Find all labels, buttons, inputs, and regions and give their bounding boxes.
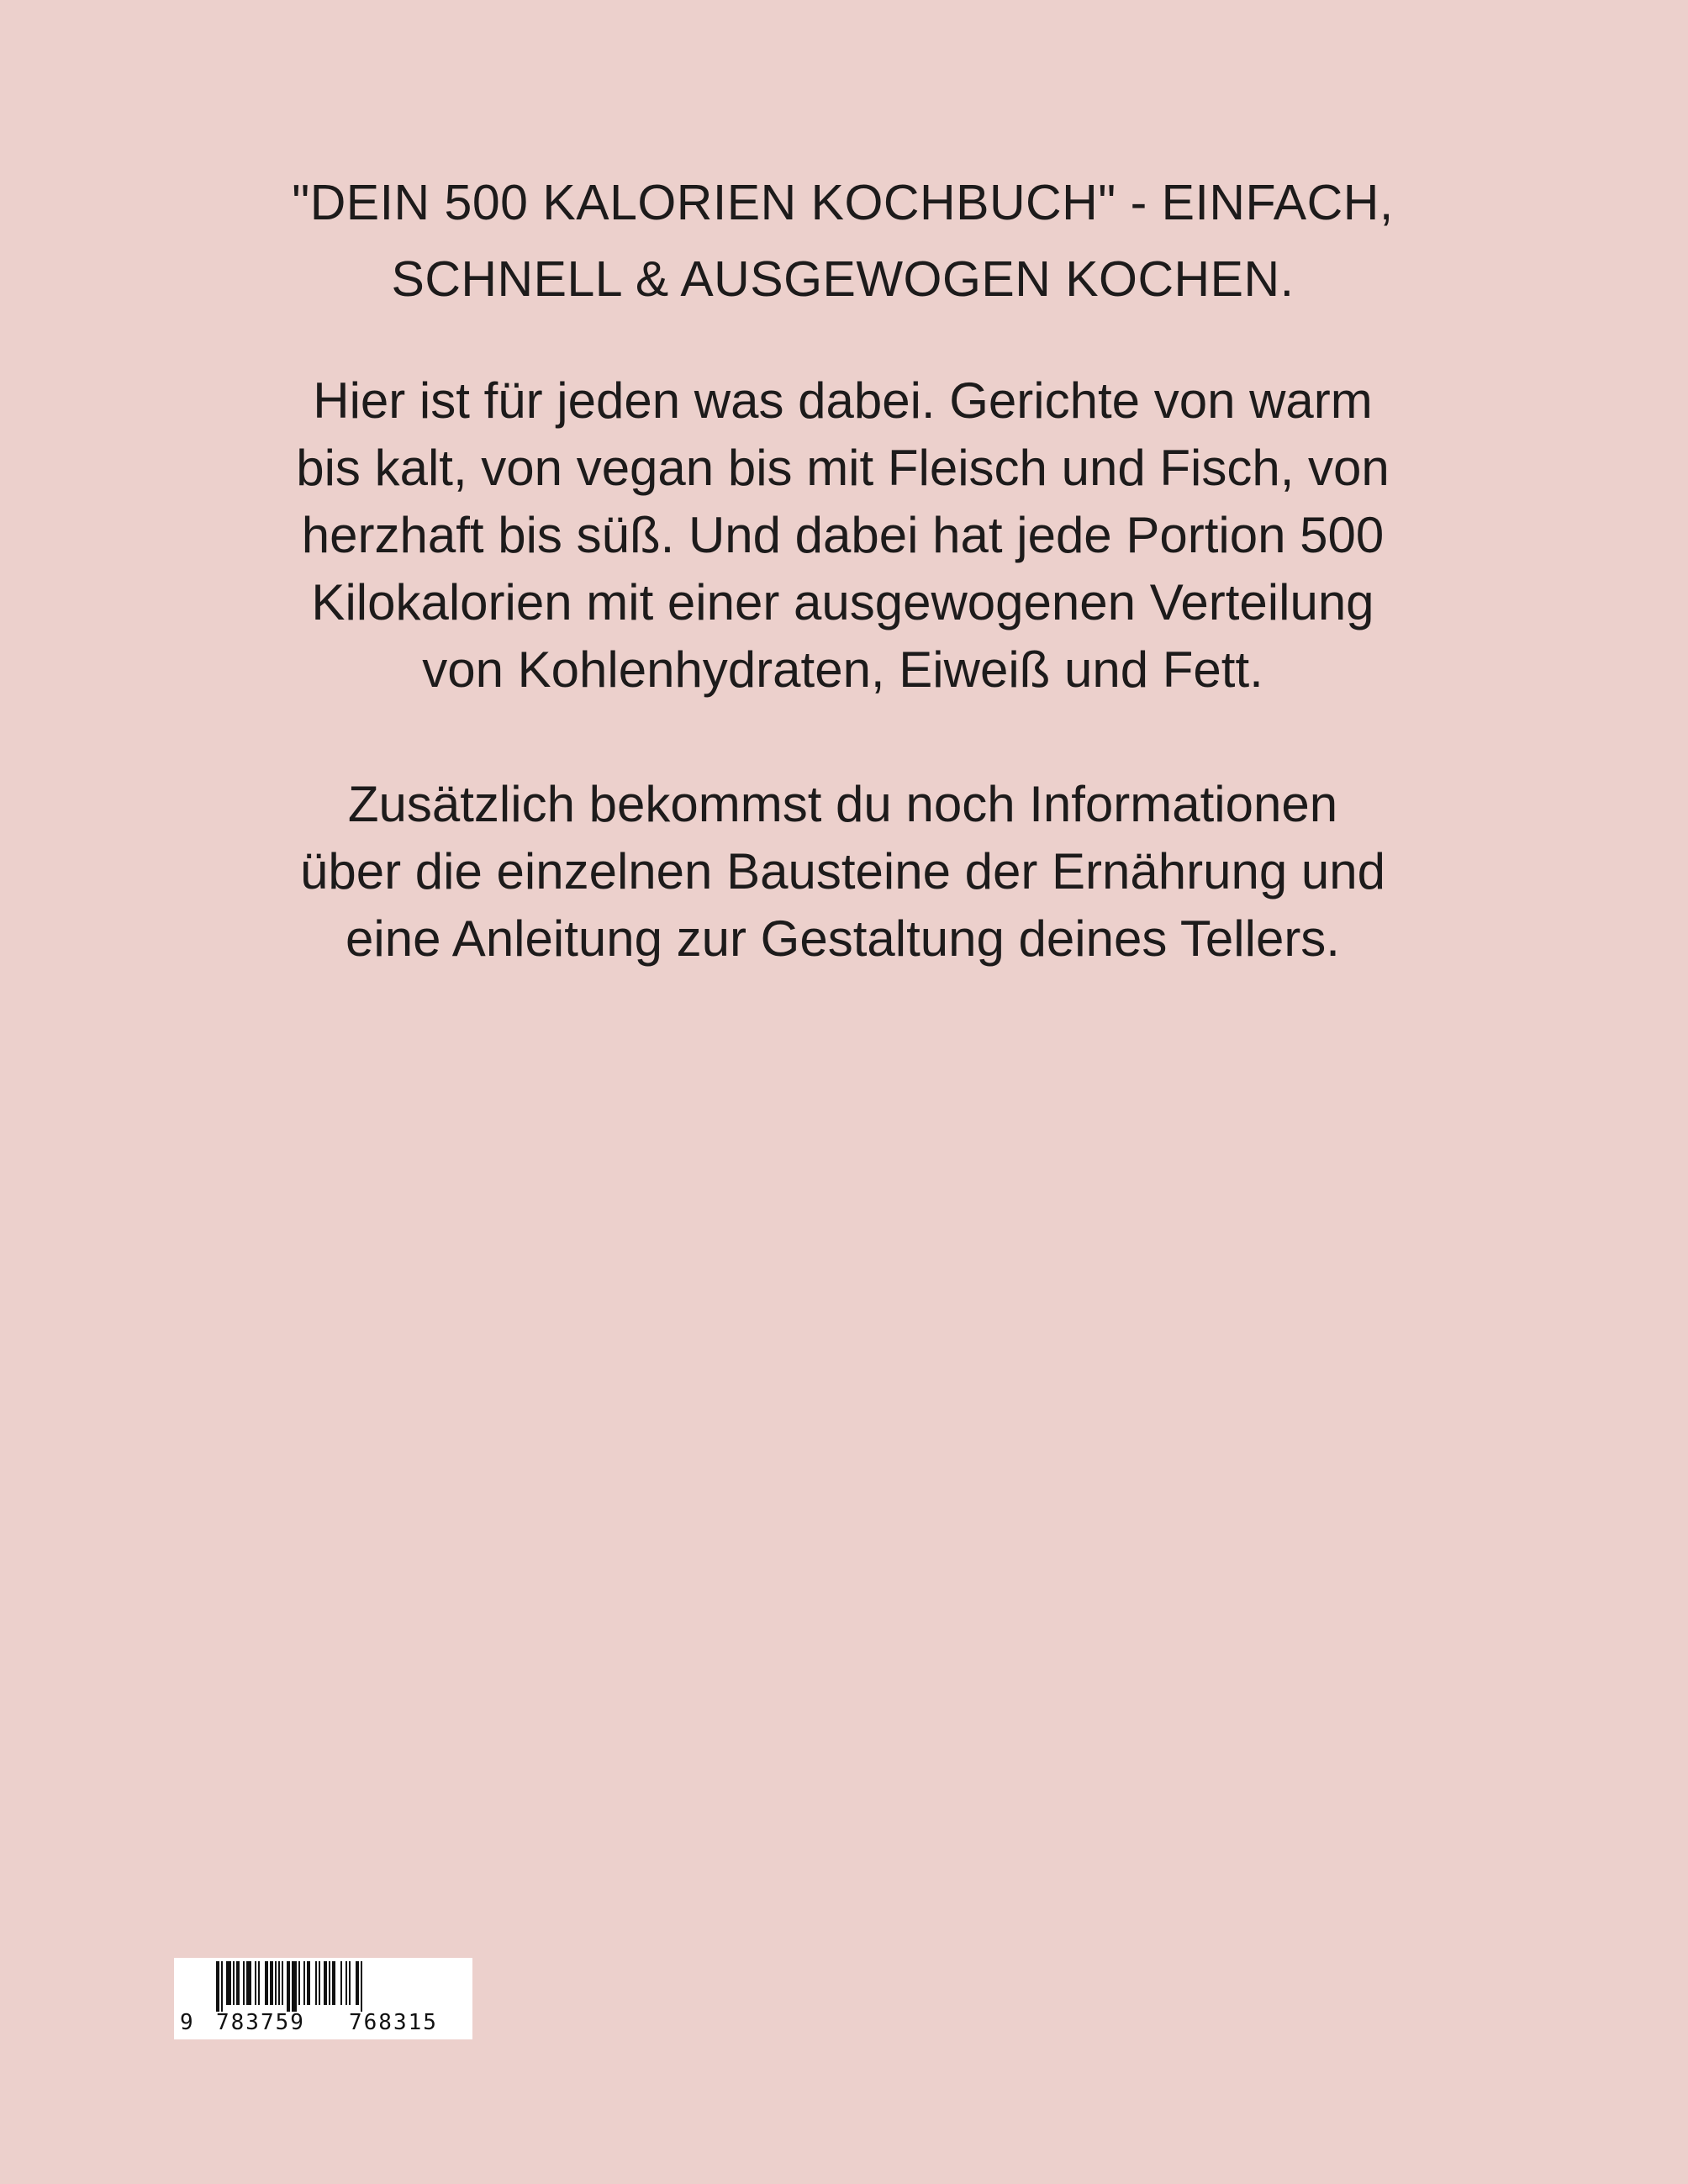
barcode-bar [340, 1961, 342, 2005]
paragraph-line: über die einzelnen Bausteine der Ernährung und [300, 843, 1385, 899]
barcode-bar [324, 1961, 327, 2005]
paragraph-line: Kilokalorien mit einer ausgewogenen Verteilung [311, 574, 1374, 630]
barcode-bar [356, 1961, 359, 2005]
barcode-bar [236, 1961, 240, 2005]
barcode-bar [361, 1961, 362, 2012]
barcode-bar [258, 1961, 260, 2005]
isbn-barcode [174, 1958, 472, 2039]
barcode-bar [270, 1961, 273, 2005]
headline-line: "DEIN 500 KALORIEN KOCHBUCH" - EINFACH, [292, 175, 1394, 230]
barcode-bar [349, 1961, 351, 2005]
description-paragraph [235, 367, 1450, 704]
barcode-bar [282, 1961, 283, 2005]
paragraph-line: eine Anleitung zur Gestaltung deines Tellers. [346, 910, 1340, 967]
headline-line: SCHNELL & AUSGEWOGEN KOCHEN. [391, 251, 1295, 307]
barcode-bar [319, 1961, 320, 2005]
paragraph-line: Hier ist für jeden was dabei. Gerichte von warm [313, 372, 1373, 429]
cover-headline [235, 165, 1450, 318]
barcode-bar [329, 1961, 330, 2005]
barcode-bar [233, 1961, 235, 2005]
barcode-bar [275, 1961, 277, 2005]
barcode-bar [243, 1961, 245, 2005]
barcode-bar [303, 1961, 305, 2005]
barcode-bar [332, 1961, 335, 2005]
barcode-bar [221, 1961, 223, 2012]
additional-info-paragraph [235, 771, 1450, 973]
paragraph-line: von Kohlenhydraten, Eiweiß und Fett. [422, 641, 1263, 698]
barcode-lead-digit: 9 [180, 2010, 195, 2035]
barcode-bar [255, 1961, 256, 2005]
barcode-bar [226, 1961, 231, 2005]
barcode-bar [265, 1961, 268, 2005]
barcode-bar [216, 1961, 219, 2012]
barcode-bar [278, 1961, 280, 2005]
barcode-bar [346, 1961, 347, 2005]
paragraph-line: herzhaft bis süß. Und dabei hat jede Portion 500 [301, 507, 1385, 563]
barcode-bar [307, 1961, 310, 2005]
paragraph-line: Zusätzlich bekommst du noch Informationen [347, 776, 1338, 832]
barcode-right-digits: 768315 [349, 2010, 438, 2035]
barcode-bar [298, 1961, 300, 2005]
paragraph-line: bis kalt, von vegan bis mit Fleisch und Fisch, von [296, 440, 1390, 496]
barcode-left-digits: 783759 [216, 2010, 305, 2035]
barcode-bar [292, 1961, 297, 2012]
barcode-bar [246, 1961, 251, 2005]
barcode-bar [287, 1961, 290, 2012]
barcode-bar [315, 1961, 317, 2005]
